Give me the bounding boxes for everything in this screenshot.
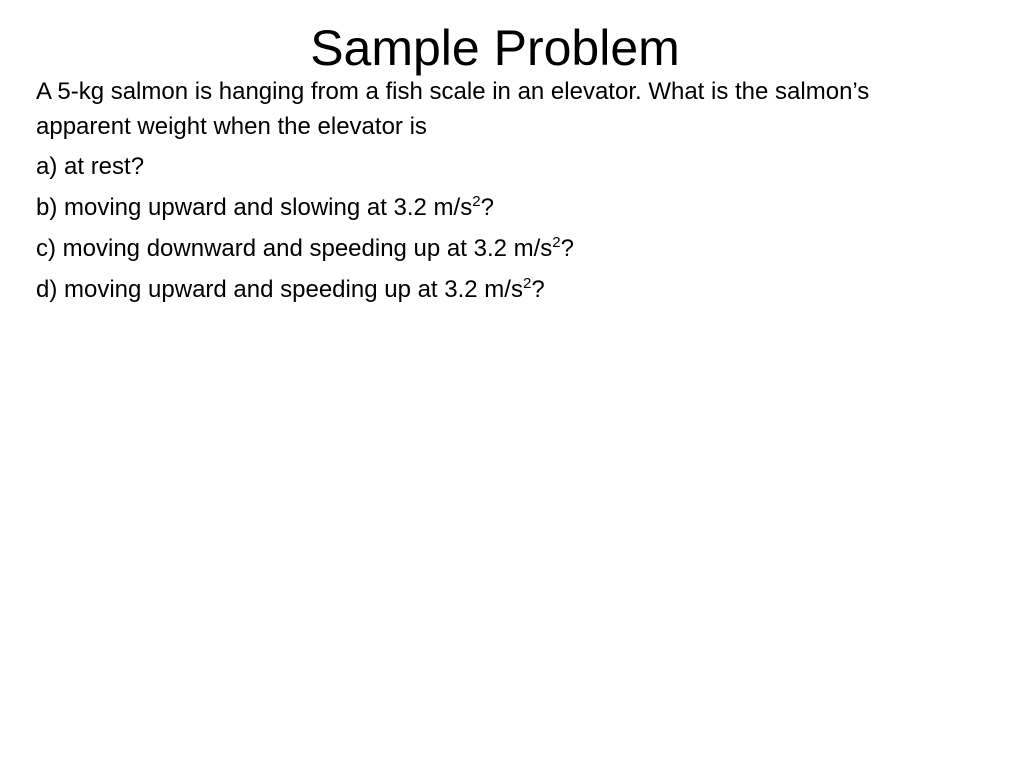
question-d — [36, 272, 926, 308]
question-b-exponent: 2 — [472, 193, 481, 210]
slide-title: Sample Problem — [310, 20, 680, 76]
question-d-text: d) moving upward and speeding up at 3.2 m/s — [36, 276, 523, 303]
problem-statement: A 5-kg salmon is hanging from a fish scale in an elevator. What is the salmon’s apparent weight when the elevator is — [36, 78, 870, 140]
question-c-text: c) moving downward and speeding up at 3.2 m/s — [36, 235, 553, 262]
question-d-exponent: 2 — [522, 275, 532, 292]
question-a-text: a) at rest? — [36, 153, 145, 180]
question-a — [36, 149, 926, 185]
question-c — [36, 231, 926, 267]
question-c-exponent: 2 — [552, 234, 561, 251]
question-c-suffix: ? — [560, 235, 574, 262]
slide-body — [36, 74, 926, 308]
question-b-text: b) moving upward and slowing at 3.2 m/s — [36, 194, 473, 221]
question-b-suffix: ? — [480, 194, 494, 221]
question-d-suffix: ? — [531, 276, 545, 303]
question-b — [36, 190, 926, 226]
